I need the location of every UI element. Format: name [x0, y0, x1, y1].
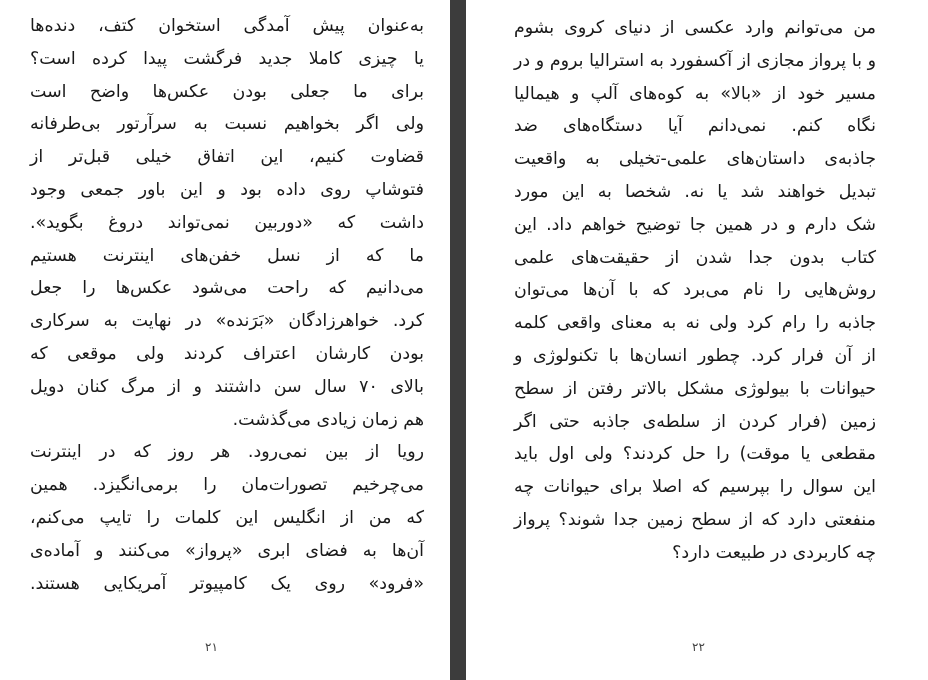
right-line-16: منفعتی دارد که از سطح زمین جدا شوند؟ پرواز: [514, 509, 876, 530]
left-page: [0, 0, 450, 680]
left-line-1: به‌عنوان پیش آمدگی استخوان کتف، دنده‌ها: [30, 16, 424, 36]
right-line-2: و با پرواز مجازی از آکسفورد به استرالیا بروم و در: [514, 50, 876, 71]
left-line-13: هم زمان زیادی می‌گذشت.: [232, 409, 424, 430]
right-line-15: این سوال را بپرسیم که اصلا برای حیوانات چه: [514, 477, 876, 498]
right-line-4: نگاه کنم. نمی‌دانم آیا دستگاه‌های ضد: [514, 116, 876, 137]
left-line-2: یا چیزی کاملا جدید فرگشت پیدا کرده است؟: [30, 48, 424, 69]
right-line-7: شک دارم و در همین جا توضیح خواهم داد. این: [514, 214, 876, 235]
left-line-7: داشت که «دوربین نمی‌تواند دروغ بگوید».: [30, 212, 424, 233]
right-page-text: [514, 12, 876, 570]
left-line-5: قضاوت کنیم، این اتفاق خیلی قبل‌تر از: [30, 147, 424, 168]
right-line-12: حیوانات با بیولوژی مشکل بالاتر رفتن از سطح: [514, 378, 876, 399]
right-line-3: مسیر خود از «بالا» به کوه‌های آلپ و هیمالیا: [514, 83, 876, 104]
right-line-17: چه کاربردی در طبیعت دارد؟: [672, 542, 876, 563]
right-line-9: روش‌هایی را نام می‌برد که با آن‌ها می‌توان: [514, 280, 876, 301]
left-line-4: ولی اگر بخواهیم نسبت به سرآرتور بی‌طرفانه: [30, 114, 424, 135]
left-line-14: رویا از بین نمی‌رود. هر روز که در اینترنت: [30, 442, 424, 463]
left-line-12: بالای ۷۰ سال سن داشتند و از مرگ کنان دویل: [30, 376, 424, 397]
left-line-6: فتوشاپ روی داده بود و این باور جمعی وجود: [30, 179, 424, 200]
left-line-15: می‌چرخیم تصورات‌مان را برمی‌انگیزد. همین: [30, 475, 424, 496]
right-line-11: از آن فرار کرد. چطور انسان‌ها با تکنولوژی و: [514, 345, 876, 366]
left-line-16: که من از انگلیس این کلمات را تایپ می‌کنم،: [30, 507, 424, 528]
left-line-17: آن‌ها به فضای ابری «پرواز» می‌کنند و آماده‌ی: [30, 540, 424, 561]
right-page: [466, 0, 928, 680]
left-line-9: می‌دانیم که راحت می‌شود عکس‌ها را جعل: [30, 278, 424, 299]
page-number-right: ۲۲: [692, 640, 705, 654]
left-line-10: کرد. خواهرزادگان «بَرَنده» در نهایت به سرکاری: [30, 311, 424, 332]
left-page-text: [30, 10, 424, 600]
left-line-11: بودن کارشان اعتراف کردند ولی موقعی که: [30, 343, 424, 364]
left-line-18: «فرود» روی یک کامپیوتر آمریکایی هستند.: [30, 573, 424, 594]
left-line-3: برای ما جعلی بودن عکس‌ها واضح است: [30, 81, 424, 102]
right-line-8: کتاب بدون جدا شدن از حقیقت‌های علمی: [514, 247, 876, 268]
page-number-left: ۲۱: [205, 640, 218, 654]
right-line-13: زمین (فرار کردن از سلطه‌ی جاذبه حتی اگر: [514, 411, 876, 432]
right-line-5: جاذبه‌ی داستان‌های علمی-تخیلی به واقعیت: [514, 149, 876, 170]
right-line-6: تبدیل خواهند شد یا نه. شخصا به این مورد: [514, 181, 876, 202]
right-line-1: من می‌توانم وارد عکسی از دنیای کروی بشوم: [514, 18, 876, 38]
book-gutter: [450, 0, 466, 680]
right-line-10: جاذبه را رام کرد ولی نه به معنای واقعی کلمه: [514, 313, 876, 334]
left-line-8: ما که از نسل خفن‌های اینترنت هستیم: [30, 245, 424, 266]
right-line-14: مقطعی یا موقت) را حل کردند؟ ولی اول باید: [514, 444, 876, 465]
